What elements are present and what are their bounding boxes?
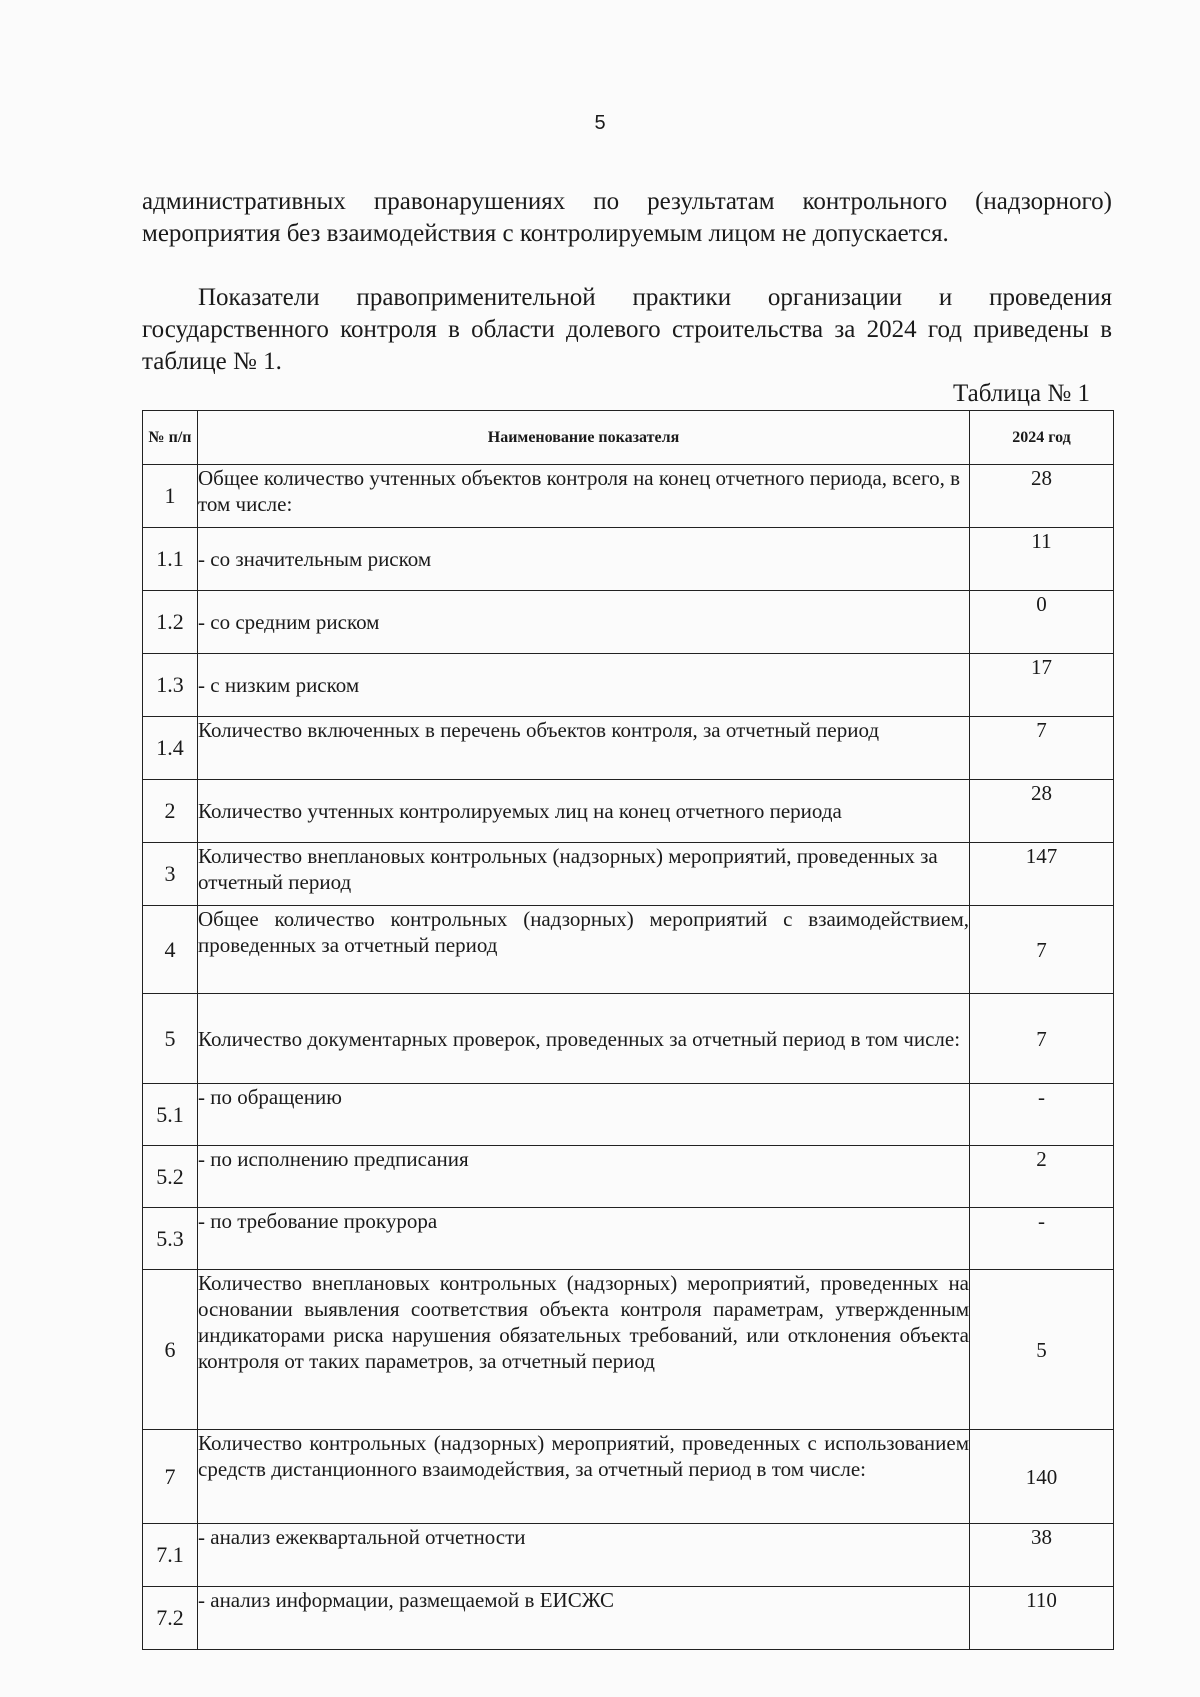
row-indicator-name: - анализ ежеквартальной отчетности	[198, 1524, 970, 1587]
row-indicator-name: Количество документарных проверок, проведенных за отчетный период в том числе:	[198, 994, 970, 1084]
row-value: 28	[970, 780, 1114, 843]
row-value: 7	[970, 906, 1114, 994]
table-row	[143, 1430, 1114, 1524]
row-number: 1.3	[143, 654, 198, 717]
row-indicator-name: - по исполнению предписания	[198, 1146, 970, 1208]
table-row	[143, 1146, 1114, 1208]
row-number: 5	[143, 994, 198, 1084]
row-indicator-name: Количество внеплановых контрольных (надзорных) мероприятий, проведенных на основании выявления соответствия объекта контроля параметрам, утвержденным индикаторами риска нарушения обязательных требований, или отклонения объекта контроля от таких параметров, за отчетный период	[198, 1270, 970, 1430]
row-indicator-name: - с низким риском	[198, 654, 970, 717]
header-number: № п/п	[143, 411, 198, 465]
row-value: -	[970, 1084, 1114, 1146]
row-number: 3	[143, 843, 198, 906]
table-row	[143, 1270, 1114, 1430]
row-number: 1.4	[143, 717, 198, 780]
row-number: 1.1	[143, 528, 198, 591]
header-indicator-name: Наименование показателя	[198, 411, 970, 465]
table-row	[143, 994, 1114, 1084]
row-number: 1.2	[143, 591, 198, 654]
row-value: -	[970, 1208, 1114, 1270]
row-number: 4	[143, 906, 198, 994]
header-year-value: 2024 год	[970, 411, 1114, 465]
row-indicator-name: - со значительным риском	[198, 528, 970, 591]
paragraph-indicators-intro: Показатели правоприменительной практики организации и проведения государственного контроля в области долевого строительства за 2024 год приведены в таблице № 1.	[142, 284, 1112, 375]
row-indicator-name: Количество контрольных (надзорных) мероприятий, проведенных с использованием средств дистанционного взаимодействия, за отчетный период в том числе:	[198, 1430, 970, 1524]
row-value: 17	[970, 654, 1114, 717]
table-row	[143, 591, 1114, 654]
row-indicator-name: Количество учтенных контролируемых лиц на конец отчетного периода	[198, 780, 970, 843]
row-value: 0	[970, 591, 1114, 654]
table-row	[143, 654, 1114, 717]
table-row	[143, 780, 1114, 843]
row-number: 1	[143, 465, 198, 528]
row-indicator-name: Общее количество контрольных (надзорных) мероприятий с взаимодействием, проведенных за отчетный период	[198, 906, 970, 994]
table-row	[143, 528, 1114, 591]
row-number: 7.1	[143, 1524, 198, 1587]
row-indicator-name: - со средним риском	[198, 591, 970, 654]
table-row	[143, 1084, 1114, 1146]
row-number: 5.1	[143, 1084, 198, 1146]
row-indicator-name: Количество внеплановых контрольных (надзорных) мероприятий, проведенных за отчетный период	[198, 843, 970, 906]
row-number: 6	[143, 1270, 198, 1430]
table-row	[143, 843, 1114, 906]
row-value: 2	[970, 1146, 1114, 1208]
row-indicator-name: - анализ информации, размещаемой в ЕИСЖС	[198, 1587, 970, 1650]
table-row	[143, 465, 1114, 528]
row-value: 7	[970, 994, 1114, 1084]
row-number: 7	[143, 1430, 198, 1524]
row-indicator-name: - по требование прокурора	[198, 1208, 970, 1270]
table-caption: Таблица № 1	[952, 380, 1090, 407]
table-row	[143, 1208, 1114, 1270]
row-value: 110	[970, 1587, 1114, 1650]
row-number: 5.2	[143, 1146, 198, 1208]
row-value: 11	[970, 528, 1114, 591]
indicators-table	[142, 410, 1114, 1650]
row-value: 38	[970, 1524, 1114, 1587]
row-value: 5	[970, 1270, 1114, 1430]
row-number: 5.3	[143, 1208, 198, 1270]
table-header-row	[143, 411, 1114, 465]
row-value: 140	[970, 1430, 1114, 1524]
table-row	[143, 717, 1114, 780]
table-row	[143, 906, 1114, 994]
table-row	[143, 1524, 1114, 1587]
row-value: 7	[970, 717, 1114, 780]
row-number: 7.2	[143, 1587, 198, 1650]
page-number: 5	[594, 112, 606, 134]
row-value: 147	[970, 843, 1114, 906]
table-row	[143, 1587, 1114, 1650]
row-number: 2	[143, 780, 198, 843]
paragraph-continuation: административных правонарушениях по результатам контрольного (надзорного) мероприятия без взаимодействия с контролируемым лицом не допускается.	[142, 188, 1112, 247]
row-value: 28	[970, 465, 1114, 528]
row-indicator-name: - по обращению	[198, 1084, 970, 1146]
row-indicator-name: Количество включенных в перечень объектов контроля, за отчетный период	[198, 717, 970, 780]
row-indicator-name: Общее количество учтенных объектов контроля на конец отчетного периода, всего, в том числе:	[198, 465, 970, 528]
